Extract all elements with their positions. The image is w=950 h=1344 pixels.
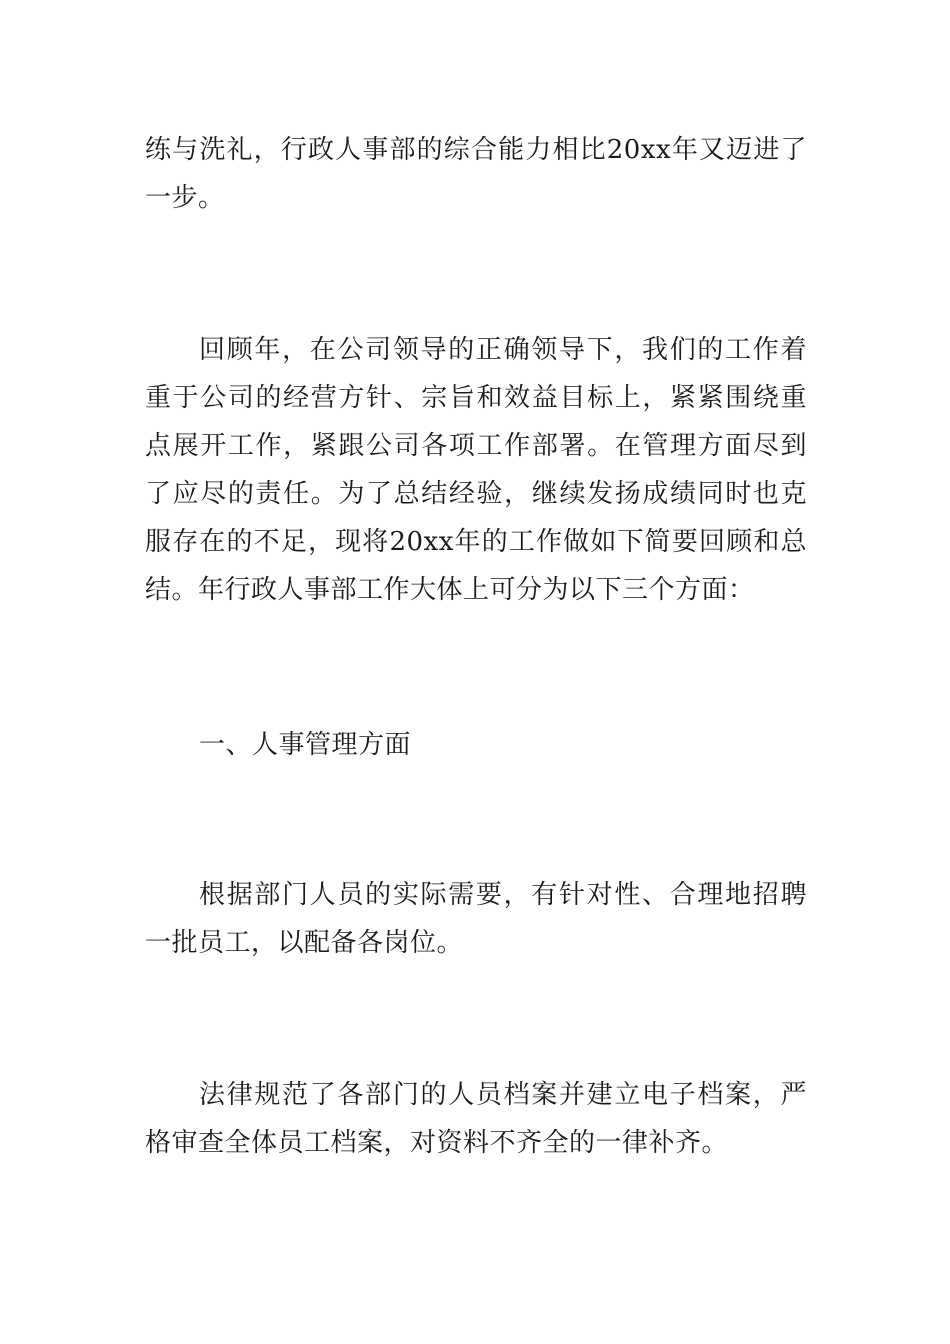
paragraph-continuation: 练与洗礼，行政人事部的综合能力相比20xx年又迈进了一步。: [145, 135, 807, 213]
paragraph-review-summary: 回顾年，在公司领导的正确领导下，我们的工作着重于公司的经营方针、宗旨和效益目标上，紧紧围绕重点展开工作，紧跟公司各项工作部署。在管理方面尽到了应尽的责任。为了总结经验，继续发扬成绩同时也克服存在的不足，现将20xx年的工作做如下简要回顾和总结。年行政人事部工作大体上可分为以下三个方面：: [145, 335, 807, 605]
paragraph-recruitment: 根据部门人员的实际需要，有针对性、合理地招聘一批员工，以配备各岗位。: [145, 880, 807, 958]
section-heading-personnel: 一、人事管理方面: [199, 730, 412, 760]
paragraph-archives: 法律规范了各部门的人员档案并建立电子档案，严格审查全体员工档案，对资料不齐全的一律补齐。: [145, 1080, 807, 1158]
